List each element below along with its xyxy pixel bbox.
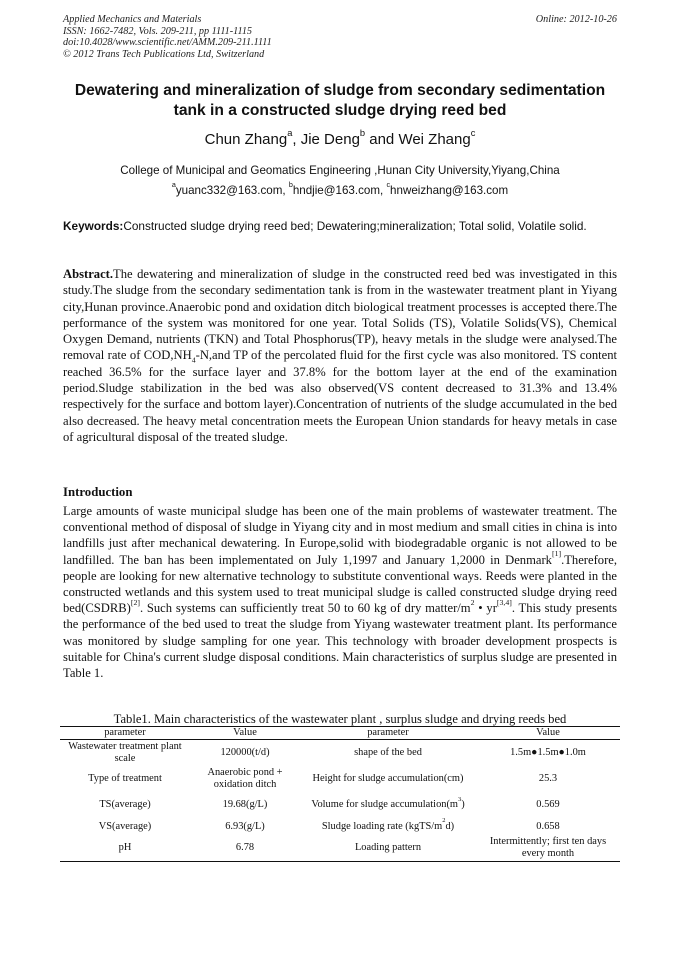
- abstract-paragraph: [63, 266, 617, 445]
- table-header-cell: parameter: [300, 727, 476, 740]
- journal-header: [63, 14, 617, 60]
- email-line: [63, 180, 617, 198]
- citation: [3,4]: [496, 598, 512, 608]
- table-header-cell: parameter: [60, 727, 190, 740]
- abstract-label: Abstract.: [63, 267, 114, 281]
- table-cell: [300, 792, 476, 818]
- email-address: hnweizhang@163.com: [390, 184, 509, 197]
- superscript: 2: [470, 598, 475, 608]
- table-cell: 25.3: [538, 773, 558, 784]
- keywords-label: Keywords:: [63, 219, 124, 233]
- table-cell: 0.569: [536, 799, 560, 810]
- table-cell: 6.93(g/L): [225, 820, 265, 832]
- intro-text: . Such systems can sufficiently treat 50 to 60 kg of dry matter/m: [139, 601, 471, 616]
- author-name: Chun Zhang: [204, 131, 288, 148]
- author-separator: ,: [292, 131, 301, 148]
- email-address: yuanc332@163.com: [175, 184, 283, 197]
- author-name: Jie Deng: [300, 131, 360, 148]
- introduction-heading: Introduction: [63, 485, 133, 499]
- table-header-row: [60, 727, 620, 740]
- table-cell: pH: [60, 835, 190, 862]
- table-cell: shape of the bed: [354, 747, 422, 758]
- paper-title: Dewatering and mineralization of sludge from secondary sedimentation tank in a constructed sludge drying reed bed: [74, 82, 606, 119]
- abstract-text: -N,and TP of the percolated fluid for the first cycle was also monitored. TS content reached 36.5% for the surface layer and 37.8% for the bottom layer at the end of the examination period.Sludge stabilization in the bed was also observed(VS content decreased to 31.3% and 13.4% respectively for the surface and bottom layer).Concentration of nutrients of the sludge accumulated in the bed also decreased. The heavy metal concentration meets the European Union standards for heavy metals in case of agricultural disposal of the treated sludge.: [63, 348, 618, 444]
- keywords-paragraph: [63, 220, 617, 234]
- abstract-text: The dewatering and mineralization of sludge in the constructed reed bed was investigated in this study.The sludge from the secondary sedimentation tank is from in the wastewater treatment plant in Yiyang city,Hunan province.Anaerobic pond and oxidation ditch biological treatment processes is accepted there.The performance of the system was monitored for one year. Total Solids (TS), Volatile Solids(VS), Chemical Oxygen Demand, nutrients (TKN) and Total Phosphorus(TP), heavy metals in the sludge were analysed.The removal rate of COD,NH: [63, 267, 617, 363]
- email-separator: ,: [380, 184, 387, 197]
- intro-text: • yr: [474, 601, 497, 616]
- table-cell: 6.78: [190, 835, 300, 862]
- author-mark: b: [359, 127, 366, 138]
- keywords-text: Constructed sludge drying reed bed; Dewatering;mineralization; Total solid, Volatile solid.: [123, 219, 587, 233]
- doi-line: doi:10.4028/www.scientific.net/AMM.209-211.1111: [63, 37, 272, 49]
- table-cell: VS(average): [98, 820, 152, 832]
- table-cell: Anaerobic pond + oxidation ditch: [207, 767, 283, 790]
- table-cell: Height for sludge accumulation(cm): [312, 773, 464, 784]
- issn-line: ISSN: 1662-7482, Vols. 209-211, pp 1111-1115: [63, 25, 253, 37]
- email-mark: c: [386, 180, 391, 190]
- email-mark: b: [288, 180, 293, 190]
- email-separator: ,: [282, 184, 289, 197]
- online-date: Online: 2012-10-26: [535, 14, 617, 25]
- author-line: [63, 127, 617, 149]
- copyright-line: © 2012 Trans Tech Publications Ltd, Switzerland: [63, 48, 265, 60]
- table-cell: TS(average): [99, 799, 151, 810]
- citation: [1]: [551, 549, 562, 559]
- intro-text: Large amounts of waste municipal sludge has been one of the main problems of wastewater treatment. The conventional method of disposal of sludge in Yiyang city and in most medium and small cities in china is into landfills just after mechanical dewatering. In Europe,solid with biodegradable organic is not allowed to be landfilled. The ban has been implementated on July 1,1997 and January 1,2000 in Denmark: [63, 504, 617, 567]
- table-cell: 1.5m●1.5m●1.0m: [510, 747, 586, 758]
- journal-name: Applied Mechanics and Materials: [63, 14, 202, 25]
- email-address: hndjie@163.com: [292, 184, 380, 197]
- email-mark: a: [171, 180, 176, 190]
- table-cell: Type of treatment: [88, 773, 162, 784]
- table-cell: 0.658: [536, 820, 560, 832]
- table-header-cell: Value: [190, 727, 300, 740]
- author-mark: c: [470, 127, 476, 138]
- author-name: Wei Zhang: [398, 131, 471, 148]
- table-cell: [300, 818, 476, 835]
- superscript: 3: [458, 795, 462, 803]
- table-row: [60, 835, 620, 862]
- superscript: 2: [442, 817, 446, 825]
- table-cell: Intermittently; first ten days every month: [476, 835, 620, 862]
- intro-text: .Therefore, people are looking for new alternative technology to substitute conventional ways. Reeds were planted in the constructed wetlands and this system used to treat municipal sludge is called constructed sludge drying reed bed(CSDRB): [63, 552, 617, 616]
- table-row: [60, 818, 620, 835]
- cell-text: Sludge loading rate (kgTS/m: [321, 820, 443, 832]
- table-cell: 19.68(g/L): [222, 799, 268, 810]
- table-header-cell: Value: [476, 727, 620, 740]
- table-row: [60, 792, 620, 818]
- table-cell: Wastewater treatment plant scale: [68, 741, 182, 764]
- characteristics-table: [60, 726, 620, 862]
- author-mark: a: [287, 127, 293, 138]
- cell-text: d): [445, 820, 455, 832]
- affiliation: College of Municipal and Geomatics Engineering ,Hunan City University,Yiyang,China: [120, 164, 560, 177]
- author-separator: and: [365, 131, 399, 148]
- cell-text: ): [461, 799, 465, 810]
- table-caption: Table1. Main characteristics of the wastewater plant , surplus sludge and drying reeds bed: [113, 712, 567, 726]
- table-row: [60, 766, 620, 792]
- cell-text: Volume for sludge accumulation(m: [311, 799, 458, 810]
- introduction-paragraph: [63, 503, 617, 681]
- table-cell: Loading pattern: [300, 835, 476, 862]
- table-cell: 120000(t/d): [220, 747, 270, 758]
- citation: [2]: [130, 598, 140, 608]
- intro-text: . This study presents the performance of the bed used to treat the sludge from Yiyang wastewater treatment plant. Its performance was monitored by sludge sampling for one year. This technology with broader development prospects is suitable for China's current sludge disposal conditions. Main characteristics of surplus sludge are presented in Table 1.: [63, 601, 617, 681]
- table-row: [60, 740, 620, 767]
- abstract-subscript: 4: [191, 356, 196, 365]
